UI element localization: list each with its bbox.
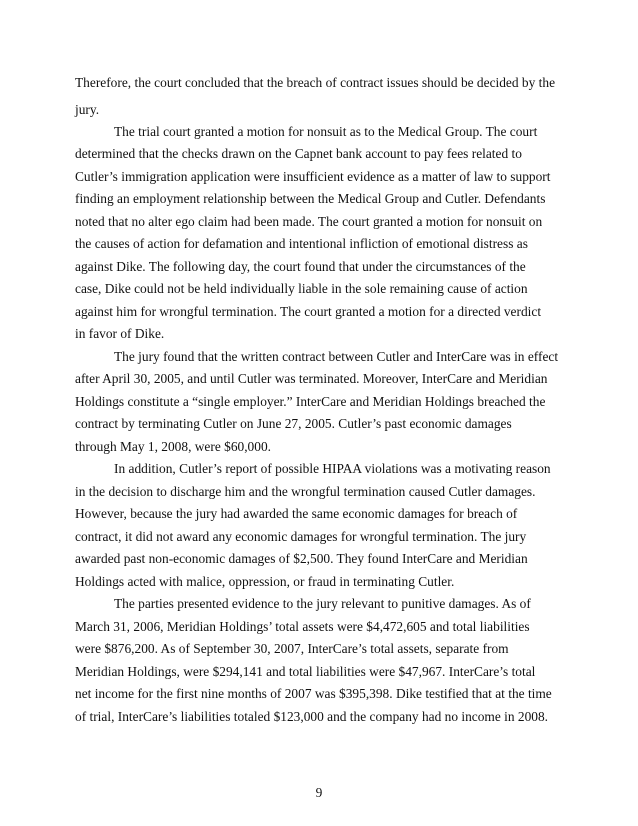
paragraph-start-line: The parties presented evidence to the jury relevant to punitive damages. As of xyxy=(114,596,531,611)
text-line: in favor of Dike. xyxy=(75,326,165,341)
text-line: Therefore, the court concluded that the breach of contract issues should be decided by the xyxy=(75,75,556,90)
text-line: contract by terminating Cutler on June 27, 2005. Cutler’s past economic damages xyxy=(75,416,512,431)
text-line: in the decision to discharge him and the wrongful termination caused Cutler damages. xyxy=(75,484,536,499)
text-line: noted that no alter ego claim had been made. The court granted a motion for nonsuit on xyxy=(75,214,543,229)
text-line: Meridian Holdings, were $294,141 and total liabilities were $47,967. InterCare’s total xyxy=(75,664,536,679)
text-line: were $876,200. As of September 30, 2007, InterCare’s total assets, separate from xyxy=(75,641,509,656)
page-number: 9 xyxy=(315,785,323,800)
paragraph-start-line: The trial court granted a motion for nonsuit as to the Medical Group. The court xyxy=(114,124,538,139)
paragraph-start-line: The jury found that the written contract between Cutler and InterCare was in effect xyxy=(114,349,559,364)
text-line: Holdings acted with malice, oppression, or fraud in terminating Cutler. xyxy=(75,574,455,589)
text-line: However, because the jury had awarded the same economic damages for breach of xyxy=(75,506,518,521)
text-line: after April 30, 2005, and until Cutler was terminated. Moreover, InterCare and Meridian xyxy=(75,371,548,386)
text-line: through May 1, 2008, were $60,000. xyxy=(75,439,271,454)
text-line: case, Dike could not be held individually liable in the sole remaining cause of action xyxy=(75,281,528,296)
text-line: net income for the first nine months of 2007 was $395,398. Dike testified that at the time xyxy=(75,686,552,701)
text-line: determined that the checks drawn on the Capnet bank account to pay fees related to xyxy=(75,146,522,161)
text-line: jury. xyxy=(75,102,100,117)
text-line: Holdings constitute a “single employer.” InterCare and Meridian Holdings breached the xyxy=(75,394,546,409)
text-line: the causes of action for defamation and intentional infliction of emotional distress as xyxy=(75,236,528,251)
text-line: March 31, 2006, Meridian Holdings’ total assets were $4,472,605 and total liabilities xyxy=(75,619,530,634)
text-line: of trial, InterCare’s liabilities totaled $123,000 and the company had no income in 2008. xyxy=(75,709,549,724)
text-line: awarded past non-economic damages of $2,500. They found InterCare and Meridian xyxy=(75,551,528,566)
text-line: against him for wrongful termination. The court granted a motion for a directed verdict xyxy=(75,304,542,319)
text-line: Cutler’s immigration application were insufficient evidence as a matter of law to support xyxy=(75,169,551,184)
text-line: contract, it did not award any economic damages for wrongful termination. The jury xyxy=(75,529,527,544)
text-line: finding an employment relationship between the Medical Group and Cutler. Defendants xyxy=(75,191,546,206)
paragraph-start-line: In addition, Cutler’s report of possible HIPAA violations was a motivating reason xyxy=(114,461,551,476)
text-line: against Dike. The following day, the court found that under the circumstances of the xyxy=(75,259,526,274)
